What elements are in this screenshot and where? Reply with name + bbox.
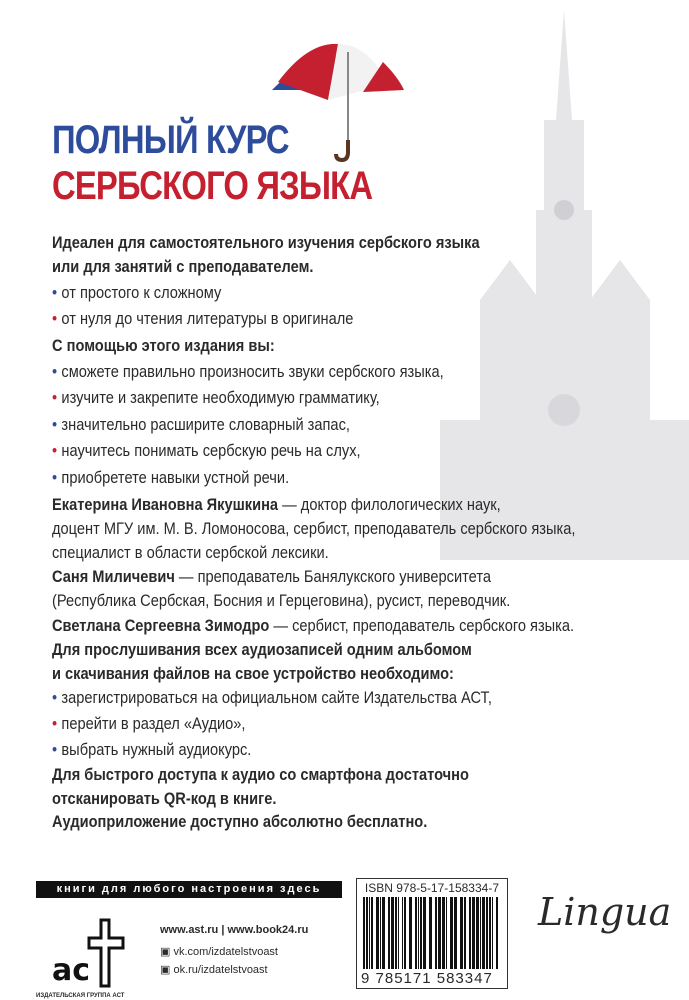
author-bio-text: — доктор филологических наук, xyxy=(278,495,501,514)
author-bio-text: (Республика Сербская, Босния и Герцеговина), русист, переводчик. xyxy=(52,591,511,610)
bullet-item: • изучите и закрепите необходимую грамматику, xyxy=(52,388,380,408)
barcode-bar xyxy=(409,897,412,969)
barcode-bars xyxy=(361,897,503,969)
closing-text: Аудиоприложение доступно абсолютно бесплатно. xyxy=(52,812,428,831)
author-bio xyxy=(52,495,501,515)
isbn-barcode xyxy=(356,878,508,989)
barcode-bar xyxy=(391,897,394,969)
bullet-item: • значительно расширите словарный запас, xyxy=(52,415,350,435)
ean-number: 9 785171 583347 xyxy=(361,970,493,987)
barcode-bar xyxy=(435,897,437,969)
barcode-bar xyxy=(442,897,445,969)
closing-text: отсканировать QR-код в книге. xyxy=(52,789,277,808)
barcode-bar xyxy=(469,897,471,969)
author-name: Светлана Сергеевна Зимодро xyxy=(52,616,270,635)
bullet-item: • зарегистрироваться на официальном сайте Издательства АСТ, xyxy=(52,688,492,708)
lingua-imprint-logo: Lingua xyxy=(538,890,672,934)
barcode-bar xyxy=(382,897,385,969)
closing-text: Для быстрого доступа к аудио со смартфона достаточно xyxy=(52,765,469,784)
barcode-bar xyxy=(418,897,419,969)
vk-link-text: vk.com/izdatelstvoast xyxy=(173,946,278,958)
author-bio xyxy=(52,616,574,636)
barcode-bar xyxy=(482,897,485,969)
barcode-bar xyxy=(388,897,390,969)
barcode-bar xyxy=(429,897,432,969)
barcode-bar xyxy=(438,897,441,969)
barcode-bar xyxy=(476,897,479,969)
church-illustration xyxy=(440,0,689,560)
author-bio-text: доцент МГУ им. М. В. Ломоносова, сербист, преподаватель сербского языка, xyxy=(52,519,576,538)
barcode-bar xyxy=(492,897,493,969)
author-name: Екатерина Ивановна Якушкина xyxy=(52,495,279,514)
barcode-bar xyxy=(366,897,368,969)
vk-link[interactable] xyxy=(160,945,278,958)
svg-text:ac: ac xyxy=(52,953,91,988)
barcode-bar xyxy=(376,897,379,969)
barcode-bar xyxy=(472,897,475,969)
barcode-bar xyxy=(363,897,365,969)
barcode-bar xyxy=(496,897,498,969)
audio-heading: Для прослушивания всех аудиозаписей одним альбомом xyxy=(52,640,472,659)
book-title-line2: СЕРБСКОГО ЯЗЫКА xyxy=(52,164,373,208)
barcode-bar xyxy=(480,897,481,969)
book-title-line1: ПОЛНЫЙ КУРС xyxy=(52,118,289,162)
barcode-bar xyxy=(460,897,463,969)
barcode-bar xyxy=(369,897,370,969)
ok-icon: ▣ xyxy=(160,964,174,976)
bullet-item: • выбрать нужный аудиокурс. xyxy=(52,740,251,760)
vk-icon: ▣ xyxy=(160,946,174,958)
ok-link[interactable] xyxy=(160,963,268,976)
slogan-banner: книги для любого настроения здесь xyxy=(36,881,342,898)
publisher-caption: ИЗДАТЕЛЬСКАЯ ГРУППА АСТ xyxy=(36,993,125,999)
barcode-bar xyxy=(423,897,426,969)
author-bio xyxy=(52,567,491,587)
isbn-text: ISBN 978-5-17-158334-7 xyxy=(364,881,499,895)
barcode-bar xyxy=(402,897,403,969)
bullet-item: • приобретете навыки устной речи. xyxy=(52,468,289,488)
section-heading: С помощью этого издания вы: xyxy=(52,336,275,355)
umbrella-serbian-flag-illustration xyxy=(268,22,408,162)
barcode-bar xyxy=(450,897,453,969)
barcode-bar xyxy=(464,897,466,969)
barcode-bar xyxy=(398,897,399,969)
author-bio-text: специалист в области сербской лексики. xyxy=(52,543,329,562)
barcode-bar xyxy=(404,897,406,969)
audio-heading: и скачивания файлов на свое устройство необходимо: xyxy=(52,664,454,683)
ok-link-text: ok.ru/izdatelstvoast xyxy=(173,964,268,976)
author-bio-text: — сербист, преподаватель сербского языка. xyxy=(269,616,575,635)
website-links[interactable]: www.ast.ru | www.book24.ru xyxy=(160,924,309,936)
barcode-bar xyxy=(454,897,457,969)
ast-publisher-logo xyxy=(46,912,136,992)
bullet-item: • научитесь понимать сербскую речь на слух, xyxy=(52,441,361,461)
intro-text: или для занятий с преподавателем. xyxy=(52,257,314,276)
intro-text: Идеален для самостоятельного изучения сербского языка xyxy=(52,233,480,252)
barcode-bar xyxy=(415,897,417,969)
author-name: Саня Миличевич xyxy=(52,567,175,586)
barcode-bar xyxy=(395,897,397,969)
barcode-bar xyxy=(420,897,422,969)
barcode-bar xyxy=(371,897,373,969)
author-bio-text: — преподаватель Банялукского университета xyxy=(174,567,491,586)
bullet-item: • сможете правильно произносить звуки сербского языка, xyxy=(52,362,444,382)
barcode-bar xyxy=(380,897,381,969)
bullet-item: • от нуля до чтения литературы в оригинале xyxy=(52,309,353,329)
bullet-item: • перейти в раздел «Аудио», xyxy=(52,714,245,734)
bullet-item: • от простого к сложному xyxy=(52,283,221,303)
barcode-bar xyxy=(486,897,488,969)
barcode-bar xyxy=(489,897,491,969)
barcode-bar xyxy=(446,897,447,969)
